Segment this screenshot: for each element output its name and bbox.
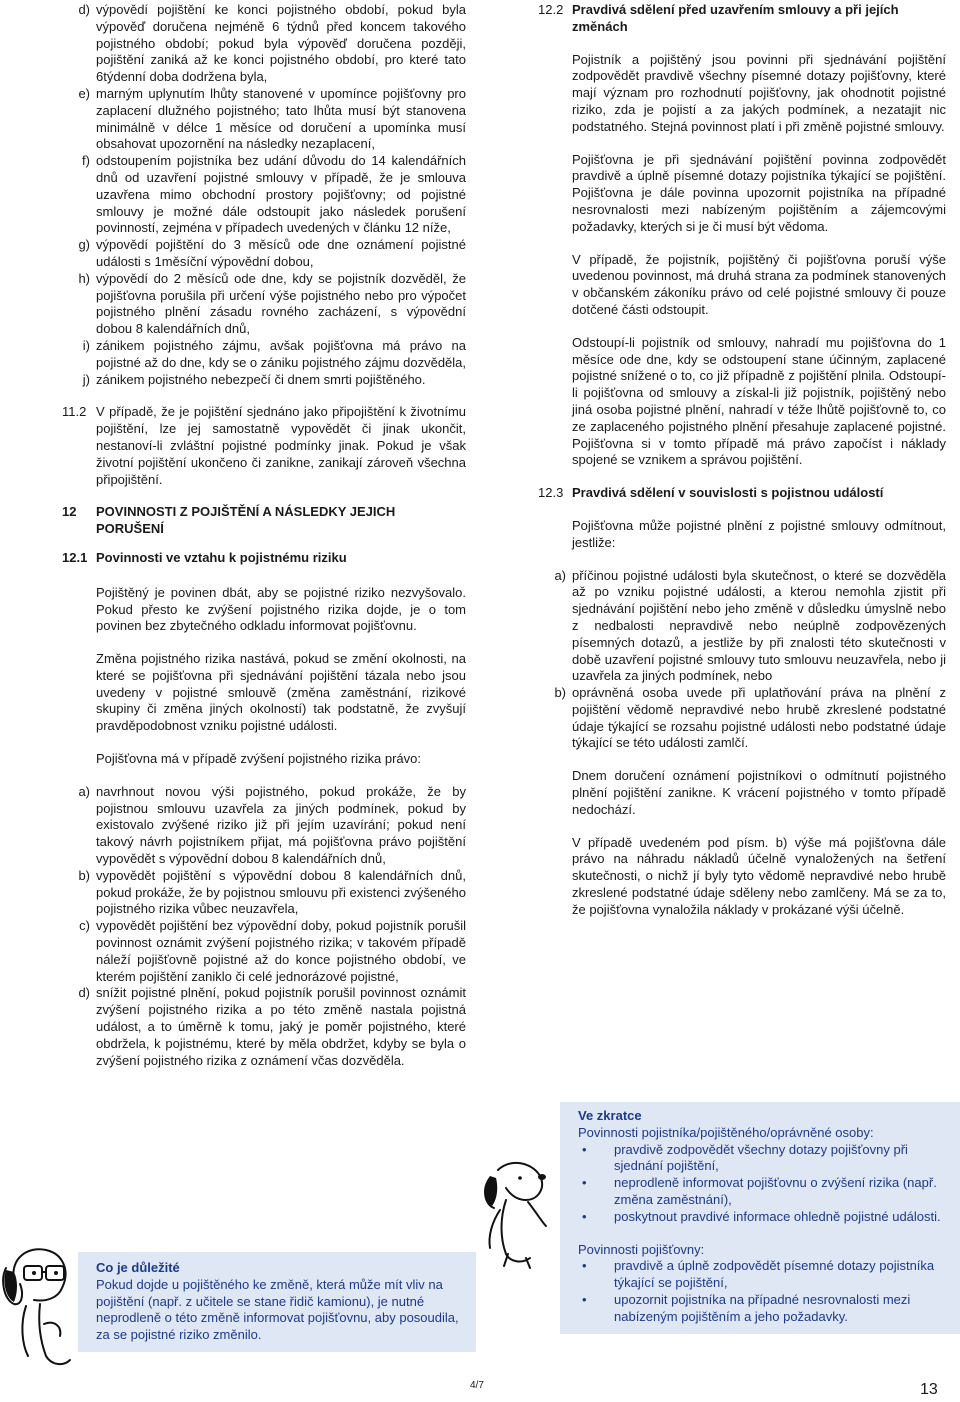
paragraph: Pojištěný je povinen dbát, aby se pojistné riziko nezvyšovalo. Pokud přesto ke zvýšení pojistného rizika dojde, je o tom povinen bez zbytečného odkladu informovat pojišťovnu. (96, 584, 466, 634)
section-title: Pravdivá sdělení v souvislosti s pojistnou událostí (572, 485, 884, 501)
list-letter: i) (82, 337, 90, 353)
box-title: Ve zkratce (578, 1108, 642, 1123)
list-item (578, 1175, 956, 1209)
list-text: příčinou pojistné události byla skutečnost, o které se dozvěděla až po vzniku pojistné události, a kterou nemohla zjistit při sjednávání pojištění nebo jeho změně v důsledku úmyslně nebo z nedbalosti nepravdivě nebo neúplně zodpovězených písemných dotazů, a jestliže by při znalosti této skutečnosti v době uzavření pojistné smlouvy tuto smlouvu neuzavřela, nebo ji uzavřela za jiných podmínek, nebo (572, 567, 946, 684)
section-number: 12.1 (62, 549, 88, 565)
section-title: POVINNOSTI Z POJIŠTĚNÍ A NÁSLEDKY JEJICH PORUŠENÍ (96, 504, 396, 537)
list-text: navrhnout novou výši pojistného, pokud prokáže, že by pojistnou smlouvu uzavřela za jiných podmínek, pokud by existovalo zvýšené riziko již při jejím uzavírání; pokud není takový návrh pojistníkem přijat, má pojišťovna právo pojištění vypovědět s výpovědní dobou 8 kalendářních dnů, (96, 783, 466, 867)
heading-12-3 (538, 485, 946, 502)
bullet-icon: • (582, 1141, 587, 1157)
snoopy-glasses-illustration (0, 1240, 80, 1370)
list-letter: d) (78, 2, 90, 17)
important-box (78, 1252, 476, 1352)
section-title: Pravdivá sdělení před uzavřením smlouvy a při jejích změnách (572, 2, 899, 34)
list-text: odstoupením pojistníka bez udání důvodu do 14 kalendářních dnů od uzavření pojistné smlouvy v případě, že je smlouva uzavřena mimo obchodní prostory pojišťovny; od pojistné smlouvy je možné dále odstoupit jako následek porušení povinností, zejména v případech uvedených v článku 12 níže, (96, 153, 466, 236)
page-fraction: 4/7 (470, 1380, 484, 1391)
box-subtitle: Povinnosti pojišťovny: (578, 1241, 705, 1257)
list-text: poskytnout pravdivé informace ohledně pojistné události. (614, 1208, 941, 1224)
box-title: Co je důležité (96, 1260, 180, 1275)
list-text: výpovědí pojištění do 3 měsíců ode dne oznámení pojistné události s 1měsíční výpovědní dobou, (96, 237, 466, 269)
snoopy-illustration (470, 1150, 554, 1270)
list-item (578, 1258, 956, 1292)
paragraph: Pojišťovna má v případě zvýšení pojistného rizika právo: (96, 751, 421, 767)
bullet-icon: • (582, 1291, 587, 1307)
list-item (62, 868, 466, 918)
list-text: výpovědí do 2 měsíců ode dne, kdy se pojistník dozvěděl, že pojišťovna porušila při určení výše pojistného nebo pro výpočet pojistného plnění zásadu rovného zacházení, s výpovědní dobou 8 kalendářních dnů, (96, 270, 466, 337)
list-letter: b) (554, 685, 566, 701)
box-subtitle: Povinnosti pojistníka/pojištěného/oprávněné osoby: (578, 1124, 874, 1140)
list-letter: c) (79, 918, 90, 934)
paragraph: V případě uvedeném pod písm. b) výše má pojišťovna dále právo na náhradu nákladů účelně vynaložených na šetření skutečnosti, o nichž jí byly tyto vědomě nepravdivé nebo hrubě zkreslené podstatné údaje sděleny nebo zamlčeny. Má se za to, že pojišťovna vynaložila náklady v prokázané výši účelně. (572, 834, 946, 917)
list-letter: f) (82, 153, 90, 169)
list-text: snížit pojistné plnění, pokud pojistník porušil povinnost oznámit zvýšení pojistného rizika a po této změně nastala pojistná událost, a to úměrně k tomu, jaký je poměr pojistného, které obdržela, k pojistnému, které by měla obdržet, kdyby se byla o zvýšení pojistného rizika z oznámení včas dozvěděla. (96, 985, 466, 1068)
list-item (62, 237, 466, 271)
section-number: 12.2 (538, 2, 564, 17)
paragraph: Pojišťovna může pojistné plnění z pojistné smlouvy odmítnout, jestliže: (572, 517, 946, 550)
list-text: pravdivě zodpovědět všechny dotazy pojišťovny při sjednání pojištění, (614, 1141, 908, 1174)
list-item (62, 153, 466, 237)
list-item (62, 784, 466, 868)
section-number: 12.3 (538, 485, 564, 501)
list-item (62, 338, 466, 372)
list-item (62, 985, 466, 1069)
heading-12-1 (62, 550, 466, 567)
list-text: pravdivě a úplně zodpovědět písemné dotazy pojistníka týkající se pojištění, (614, 1258, 935, 1291)
list-text: výpovědí pojištění ke konci pojistného období, pokud byla výpověď doručena nejméně 6 týdnů před koncem takového pojistného období; pokud byla výpověď doručena později, pojištění zaniká až ke konci pojistného období, pro které tato 6týdenní doba dodržena byla, (96, 2, 466, 85)
list-letter: d) (78, 985, 90, 1001)
paragraph: Dnem doručení oznámení pojistníkovi o odmítnutí pojistného plnění pojištění zanikne. K vrácení pojistného v tomto případě nedochází. (572, 768, 946, 817)
box-list (578, 1258, 956, 1325)
list-item (578, 1292, 956, 1326)
list-letter: j) (82, 371, 90, 387)
list-item (578, 1209, 956, 1226)
paragraph: Změna pojistného rizika nastává, pokud se změní okolnosti, na které se pojišťovna při sjednávání pojištění tázala nebo jsou uvedeny v pojistné smlouvě (změna zaměstnání, rizikové skupiny či změna jiných okolností) tak podstatně, že zvyšují pravděpodobnost vzniku pojistné události. (96, 651, 466, 734)
list-text: vypovědět pojištění s výpovědní dobou 8 kalendářních dnů, pokud prokáže, že by pojistnou smlouvu při existenci zvýšeného pojistného rizika vůbec neuzavřela, (96, 867, 466, 917)
box-list (578, 1142, 956, 1226)
list-text: neprodleně informovat pojišťovnu o zvýšení rizika (např. změna zaměstnání), (614, 1175, 937, 1207)
list-letter: e) (78, 85, 90, 101)
list-item (538, 685, 946, 752)
list-item (62, 918, 466, 985)
right-column (538, 0, 946, 919)
paragraph: Pojišťovna je při sjednávání pojištění povinna zodpovědět pravdivě a úplně písemné dotazy pojistníka týkající se pojištění. Pojišťovna je dále povinna upozornit pojistníka na případné nesrovnalosti mezi nabízeným pojištěním a zájemcovými požadavky, kterých si je či musí být vědoma. (572, 151, 946, 234)
heading-12-2 (538, 2, 946, 36)
paragraph: Odstoupí-li pojistník od smlouvy, nahradí mu pojišťovna do 1 měsíce ode dne, kdy se odstoupení stane účinným, zaplacené pojistné snížené o to, co již případně z pojištění plnila. Odstoupí-li pojišťovna od smlouvy a získal-li již pojistník, pojištěný nebo jiná osoba pojistné plnění, nahradí v téže lhůtě pojišťovně to, co ze zaplaceného pojistného plnění přesahuje zaplacené pojistné. Pojišťovna si v tomto případě má právo započíst i náklady spojené se vznikem a správou pojištění. (572, 334, 946, 468)
bullet-icon: • (582, 1175, 587, 1191)
section-11-2 (62, 404, 466, 488)
heading-section-12 (62, 504, 466, 538)
page-number: 13 (920, 1381, 938, 1398)
list-text: zánikem pojistného zájmu, avšak pojišťovna má právo na pojistné až do dne, kdy se o zániku pojistného zájmu dozvěděla, (96, 337, 467, 370)
section-number: 11.2 (62, 404, 87, 420)
list-text: vypovědět pojištění bez výpovědní doby, pokud pojistník porušil povinnost oznámit zvýšení pojistného rizika; v takovém případě náleží pojišťovně pojistné až do konce pojistného období, ve kterém pojištění zaniklo či celé jednorázové pojistné, (96, 918, 466, 984)
list-text: zánikem pojistného nebezpečí či dnem smrti pojištěného. (96, 371, 426, 387)
list-item (62, 86, 466, 153)
bullet-icon: • (582, 1258, 587, 1274)
list-text: upozornit pojistníka na případné nesrovnalosti mezi nabízeným pojištěním a jeho požadavky. (614, 1291, 911, 1324)
paragraph: V případě, že pojistník, pojištěný či pojišťovna poruší výše uvedenou povinnost, má druhá strana za podmínek stanovených v občanském zákoníku právo od celé pojistné smlouvy či pouze dotčené části odstoupit. (572, 251, 946, 317)
left-column (62, 0, 466, 1069)
list-text: oprávněná osoba uvede při uplatňování práva na plnění z pojištění vědomě nepravdivé nebo hrubě zkreslené podstatné údaje týkající se rozsahu pojistné události nebo podstatné údaje týkající se této události zamlčí. (572, 685, 946, 751)
list-item (62, 2, 466, 86)
bullet-icon: • (582, 1208, 587, 1224)
paragraph: Pojistník a pojištěný jsou povinni při sjednávání pojištění zodpovědět pravdivě všechny písemné dotazy pojišťovny, které mají význam pro rozhodnutí pojišťovny, jak ohodnotit pojistné riziko, zda je pojistí a za jakých podmínek, a nezatajit nic podstatného. Stejná povinnost platí i při změně pojistné smlouvy. (572, 51, 946, 134)
list-letter: a) (554, 567, 566, 583)
list-item (62, 372, 466, 389)
list-letter: h) (78, 270, 90, 286)
summary-box (560, 1102, 960, 1334)
list-letter: a) (78, 783, 90, 799)
section-number: 12 (62, 504, 77, 520)
list-letter: b) (78, 867, 90, 883)
box-text: Pokud dojde u pojištěného ke změně, která může mít vliv na pojištění (např. z učitele se stane řidič kamionu), je nutné neprodleně o této změně informovat pojišťovnu, aby posoudila, za se pojistné riziko změnilo. (96, 1276, 459, 1343)
list-item (62, 271, 466, 338)
list-item (538, 568, 946, 686)
section-title: Povinnosti ve vztahu k pojistnému riziku (96, 549, 347, 565)
section-text: V případě, že je pojištění sjednáno jako připojištění k životnímu pojištění, lze jej samostatně vypovědět či jinak ukončit, nestanoví-li zvláštní pojistné podmínky jinak. Pokud je však životní pojištění ukončeno či zanikne, zanikají zároveň všechna připojištění. (96, 404, 466, 487)
list-letter: g) (78, 237, 90, 253)
list-text: marným uplynutím lhůty stanovené v upomínce pojišťovny pro zaplacení dlužného pojistného; tato lhůta musí být stanovena minimálně v délce 1 měsíce od doručení a upomínka musí obsahovat upozornění na následky nezaplacení, (96, 85, 466, 152)
list-item (578, 1142, 956, 1176)
